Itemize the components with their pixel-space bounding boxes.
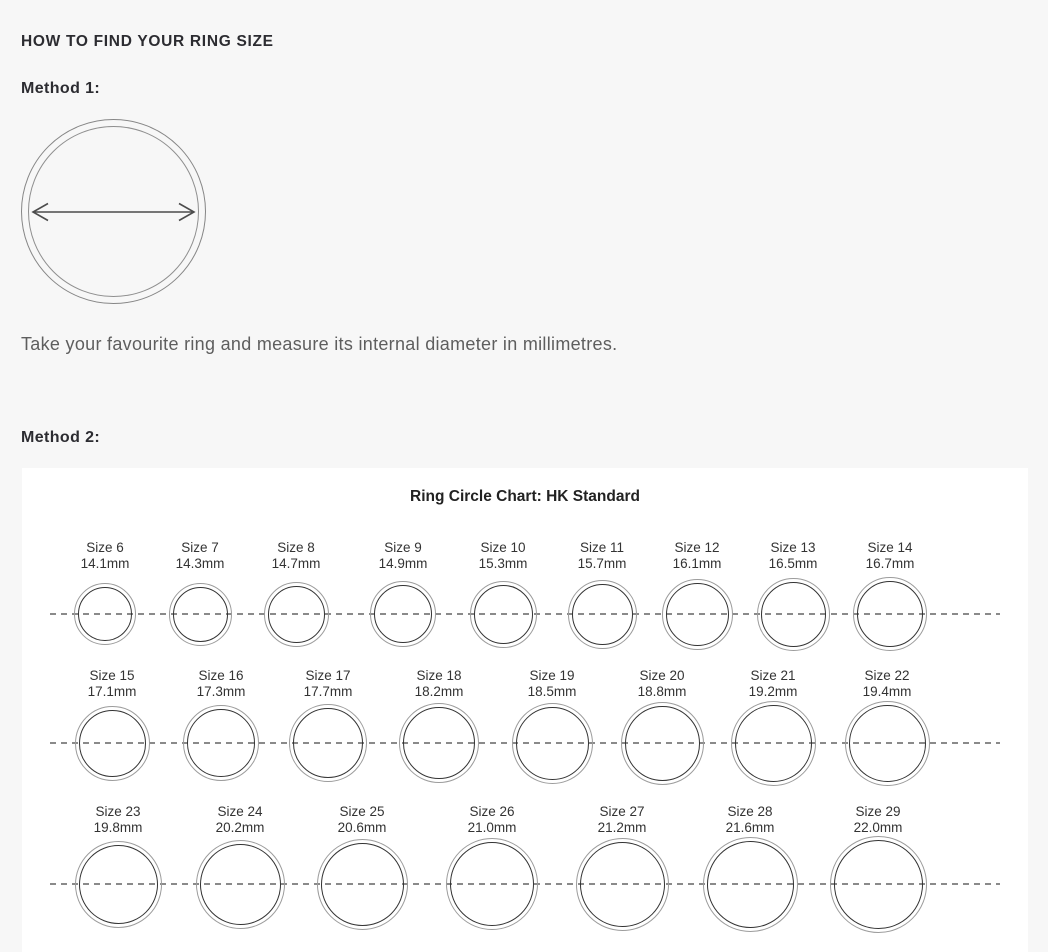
ring-size-name: Size 12 [674,540,720,555]
ring-circle-inner [187,709,255,777]
method1-caption: Take your favourite ring and measure its internal diameter in millimetres. [21,334,618,354]
ring-size-name: Size 28 [727,804,773,819]
ring-size-name: Size 16 [198,668,244,683]
page-title: HOW TO FIND YOUR RING SIZE [21,33,274,50]
ring-circle [757,578,830,651]
ring-size-name: Size 21 [750,668,796,683]
ring-circle [845,701,930,786]
ring-size-label [820,540,960,572]
ring-size-name: Size 18 [416,668,462,683]
ring-size-name: Size 13 [770,540,816,555]
ring-size-diameter: 17.7mm [303,684,353,699]
ring-circle [470,581,537,648]
ring-size-diameter: 17.1mm [87,684,137,699]
ring-size-diameter: 14.1mm [80,556,130,571]
ring-size-name: Size 25 [339,804,385,819]
ring-circle [399,703,479,783]
ring-size-diameter: 22.0mm [853,820,903,835]
ring-size-name: Size 8 [277,540,315,555]
ring-circle-inner [516,707,589,780]
ring-circle-inner [707,841,794,928]
ring-size-diameter: 14.9mm [378,556,428,571]
ring-circle-inner [321,843,404,926]
ring-size-name: Size 7 [181,540,219,555]
ring-circle [662,579,733,650]
ring-chart-title: Ring Circle Chart: HK Standard [410,488,640,505]
ring-circle-inner [857,581,923,647]
ring-size-diameter: 18.8mm [637,684,687,699]
ring-circle [853,577,927,651]
ring-circle [264,582,329,647]
ring-size-diameter: 19.4mm [862,684,912,699]
ring-size-diameter: 20.6mm [337,820,387,835]
ring-size-diameter: 21.2mm [597,820,647,835]
ring-circle [703,837,798,932]
ring-size-label [817,668,957,700]
ring-circle-inner [572,584,633,645]
ring-size-diameter: 19.8mm [93,820,143,835]
ring-circle-inner [625,706,700,781]
ring-size-label [552,804,692,836]
ring-size-diameter: 21.6mm [725,820,775,835]
ring-size-name: Size 6 [86,540,124,555]
ring-circle-inner [79,710,146,777]
ring-circle [621,702,704,785]
ring-diagram [21,119,206,304]
ring-size-name: Size 29 [855,804,901,819]
ring-circle-inner [450,842,534,926]
ring-size-diameter: 19.2mm [748,684,798,699]
ring-size-diameter: 15.3mm [478,556,528,571]
ring-circle-inner [200,844,281,925]
ring-size-diameter: 16.1mm [672,556,722,571]
ring-size-name: Size 14 [867,540,913,555]
ring-size-diameter: 18.2mm [414,684,464,699]
ring-size-name: Size 10 [480,540,526,555]
ring-circle [731,701,816,786]
ring-circle-inner [580,842,665,927]
ring-size-name: Size 22 [864,668,910,683]
ring-circle [289,704,367,782]
ring-circle-inner [666,583,729,646]
ring-size-diameter: 16.5mm [768,556,818,571]
method2-heading: Method 2: [21,429,101,446]
ring-size-diameter: 20.2mm [215,820,265,835]
ring-circle-inner [849,705,926,782]
ring-circle [576,838,669,931]
ring-size-label [48,804,188,836]
ring-circle [169,583,232,646]
diameter-arrow-icon [21,119,206,304]
ring-circle [183,705,259,781]
ring-circle [446,838,538,930]
ring-size-name: Size 26 [469,804,515,819]
ring-size-name: Size 17 [305,668,351,683]
method1-heading: Method 1: [21,80,101,97]
ring-circle-inner [79,845,158,924]
ring-circle [317,839,408,930]
ring-size-name: Size 23 [95,804,141,819]
ring-size-label [808,804,948,836]
ring-circle [512,703,593,784]
ring-size-diameter: 16.7mm [865,556,915,571]
ring-size-diameter: 14.3mm [175,556,225,571]
ring-size-name: Size 24 [217,804,263,819]
ring-size-name: Size 19 [529,668,575,683]
ring-circle-inner [293,708,363,778]
ring-size-diameter: 14.7mm [271,556,321,571]
ring-circle [74,583,136,645]
ring-chart-box [22,468,1028,952]
ring-circle [370,581,436,647]
ring-size-label [680,804,820,836]
ring-circle [75,706,150,781]
ring-circle [830,836,927,933]
ring-circle-inner [761,582,826,647]
ring-circle-inner [834,840,923,929]
ring-circle [568,580,637,649]
ring-size-label [292,804,432,836]
ring-size-name: Size 9 [384,540,422,555]
ring-size-diameter: 15.7mm [577,556,627,571]
ring-circle-inner [173,587,228,642]
ring-size-name: Size 20 [639,668,685,683]
ring-size-name: Size 11 [579,540,625,555]
ring-circle-inner [268,586,325,643]
ring-circle [196,840,285,929]
ring-circle-inner [474,585,533,644]
ring-size-label [422,804,562,836]
ring-circle-inner [403,707,475,779]
ring-circle-inner [735,705,812,782]
ring-size-diameter: 18.5mm [527,684,577,699]
ring-circle-inner [78,587,132,641]
ring-size-diameter: 21.0mm [467,820,517,835]
ring-circle-inner [374,585,432,643]
ring-size-diameter: 17.3mm [196,684,246,699]
ring-size-name: Size 27 [599,804,645,819]
ring-circle [75,841,162,928]
ring-size-name: Size 15 [89,668,135,683]
ring-size-label [170,804,310,836]
